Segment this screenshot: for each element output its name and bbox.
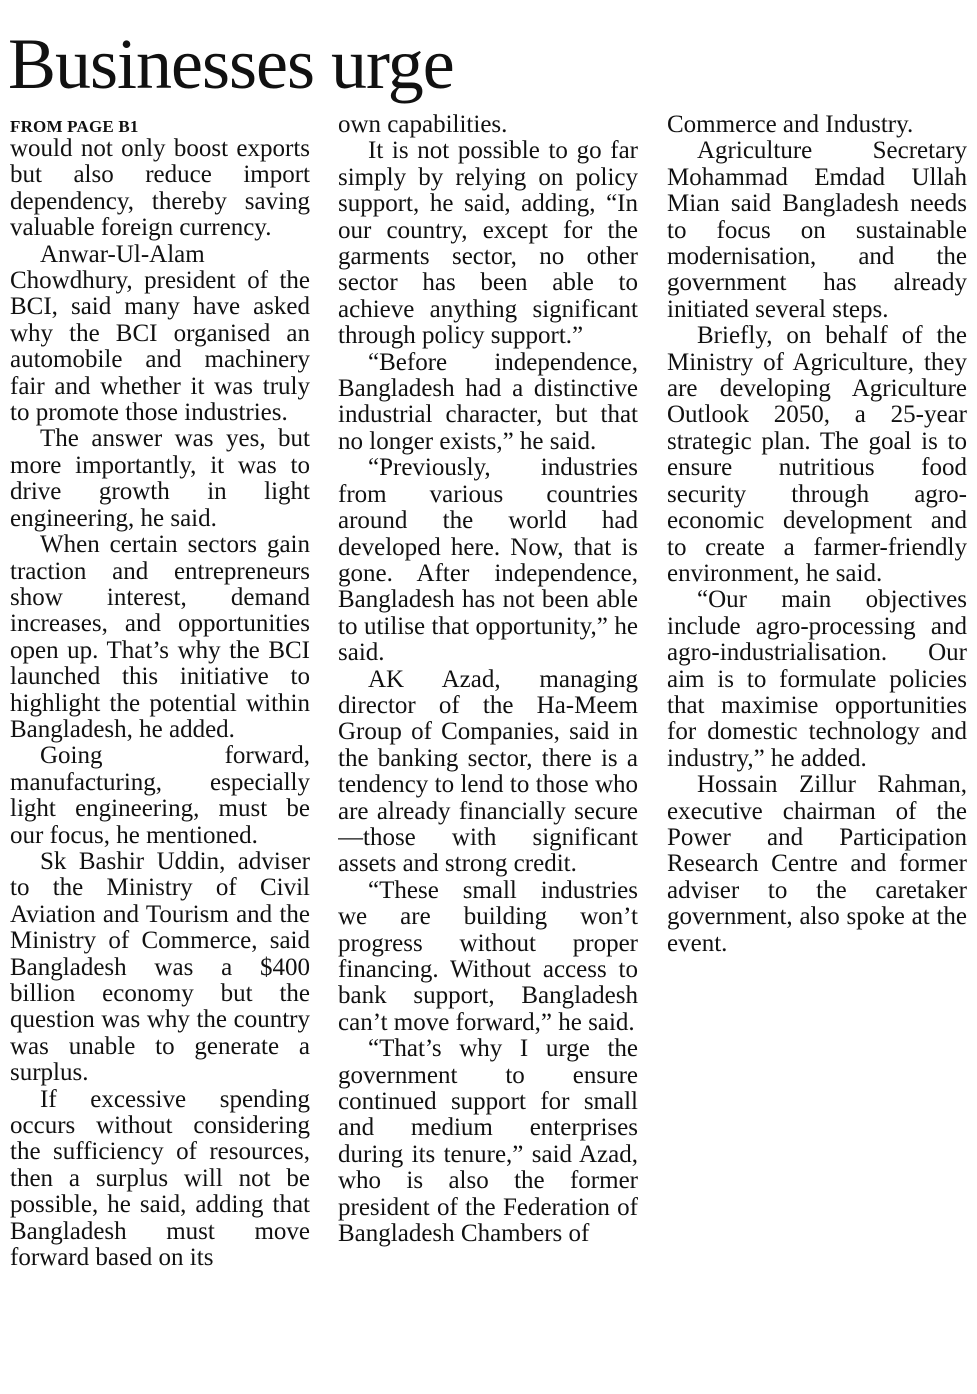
paragraph: If excessive spending occurs without considering the sufficiency of resources, then a surplus will not be possible, he said, adding that Bangladesh must move forward based on its [10, 1085, 310, 1272]
paragraph: would not only boost exports but also reduce import dependency, thereby saving valuable foreign currency. [10, 135, 310, 242]
article-column-3 [667, 112, 967, 1390]
paragraph: Anwar-Ul-Alam Chowdhury, president of the BCI, said many have asked why the BCI organised an automobile and machinery fair and whether it was truly to promote those industries. [10, 240, 310, 427]
paragraph: “That’s why I urge the government to ensure continued support for small and medium enterprises during its tenure,” said Azad, who is also the former president of the Federation of Bangladesh Chambers of [338, 1035, 638, 1248]
paragraph: “Previously, industries from various countries around the world had developed here. Now, that is gone. After independence, Bangladesh has not been able to utilise that opportunity,” he said. [338, 454, 638, 667]
paragraph: “Before independence, Bangladesh had a distinctive industrial character, but that no longer exists,” he said. [338, 348, 638, 455]
paragraph: Sk Bashir Uddin, adviser to the Ministry of Civil Aviation and Tourism and the Ministry of Commerce, said Bangladesh was a $400 billion economy but the question was why the country was unable to generate a surplus. [10, 847, 310, 1087]
paragraph: “Our main objectives include agro-processing and agro-industrialisation. Our aim is to formulate policies that maximise opportunities for domestic technology and industry,” he added. [667, 586, 967, 772]
paragraph: The answer was yes, but more importantly, it was to drive growth in light engineering, he said. [10, 425, 310, 532]
paragraph: Going forward, manufacturing, especially light engineering, must be our focus, he mentioned. [10, 742, 310, 849]
paragraph: own capabilities. [338, 112, 508, 138]
paragraph: Hossain Zillur Rahman, executive chairman of the Power and Participation Research Centre and former adviser to the caretaker government, also spoke at the event. [667, 771, 967, 957]
paragraph: AK Azad, managing director of the Ha-Meem Group of Companies, said in the banking sector, there is a tendency to lend to those who are already financially secure—those with significant assets and strong credit. [338, 665, 638, 878]
headline: Businesses urge [8, 24, 454, 104]
paragraph: When certain sectors gain traction and entrepreneurs show interest, demand increases, and opportunities open up. That’s why the BCI launched this initiative to highlight the potential within Bangladesh, he added. [10, 531, 310, 743]
paragraph: Agriculture Secretary Mohammad Emdad Ullah Mian said Bangladesh needs to focus on sustainable modernisation, and the government has already initiated several steps. [667, 137, 967, 323]
article-column-1 [10, 112, 310, 1390]
article-column-2 [338, 112, 638, 1390]
paragraph: It is not possible to go far simply by relying on policy support, he said, adding, “In our country, except for the garments sector, no other sector has been able to achieve anything significant through policy support.” [338, 137, 638, 350]
paragraph: Briefly, on behalf of the Ministry of Agriculture, they are developing Agriculture Outlook 2050, a 25-year strategic plan. The goal is to ensure nutritious food security through agro-economic development and to create a farmer-friendly environment, he said. [667, 322, 967, 587]
paragraph: Commerce and Industry. [667, 112, 914, 138]
paragraph: “These small industries we are building won’t progress without proper financing. Without access to bank support, Bangladesh can’t move forward,” he said. [338, 876, 638, 1036]
jump-kicker: FROM PAGE B1 [10, 117, 139, 136]
